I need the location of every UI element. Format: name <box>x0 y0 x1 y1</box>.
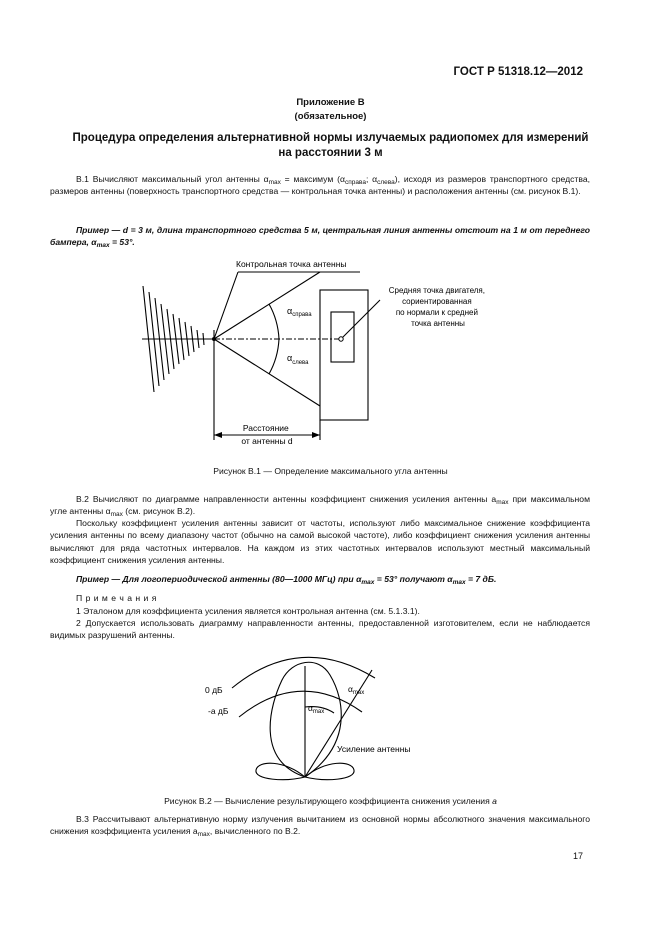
label-reference-point: Контрольная точка антенны <box>236 259 347 269</box>
main-lobe <box>270 662 341 777</box>
note-2: 2 Допускается использовать диаграмму направленности антенны, предоставленной изготовителем, если не наблюдается видимых разрушений антенны. <box>50 618 590 641</box>
label-alpha-right: $\alpha_{справа}$ <box>287 306 312 318</box>
vehicle-outline <box>320 290 368 420</box>
label-alpha-max-upper: $\alpha_{max}$ <box>348 684 365 696</box>
section-title-line1: Процедура определения альтернативной нормы излучаемых радиопомех для измерений <box>72 132 589 144</box>
alpha-left-arc <box>269 339 279 374</box>
arc-0db <box>232 657 375 688</box>
section-title-line2: на расстоянии 3 м <box>278 147 383 159</box>
label-engine-point: Средняя точка двигателя, сориентированная по нормали к средней точка антенны <box>388 286 485 328</box>
label-alpha-left: $\alpha_{слева}$ <box>287 353 309 366</box>
figure-b1 <box>0 252 661 452</box>
notes-title: П р и м е ч а н и я <box>76 593 157 603</box>
figure-b1-caption: Рисунок В.1 — Определение максимального угла антенны <box>213 466 448 476</box>
label-minus-a-db: -a дБ <box>208 706 229 716</box>
note-1: 1 Эталоном для коэффициента усиления является контрольная антенна (см. 5.1.3.1). <box>76 606 420 616</box>
arc-minus-a-db <box>239 691 362 717</box>
label-alpha-max-lower: $\alpha_{max}$ <box>308 703 325 715</box>
paragraph-b2-continued: Поскольку коэффициент усиления антенны зависит от частоты, используют либо максимальное снижение коэффициента усиления антенны по всему диапазону частот (обычно на самой высокой частоте), либо коэффициент снижения усиления антенны вычисляют для ряда частотных интервалов. На каждом из этих частотных интервалов используют местный максимальный коэффициент снижения усиления антенны. <box>50 518 590 566</box>
paragraph-b3: В.3 Рассчитывают альтернативную норму излучения вычитанием из основной нормы абсолютного значения максимального снижения коэффициента усиления $a_{max}$, вычисленного по В.2. <box>50 814 590 839</box>
page-number: 17 <box>572 851 583 861</box>
example-1: Пример — d = 3 м, длина транспортного средства 5 м, центральная линия антенны отстоит на 1 м от переднего бампера, $\alpha_{max} = 53^\circ$. <box>50 225 590 250</box>
example-2: Пример — Для логопериодической антенны (80—1000 МГц) при $\alpha_{max} = 53^\circ$ получают $\alpha_{max} = 7$ дБ. <box>76 574 497 586</box>
appendix-title: Приложение В <box>296 97 365 108</box>
paragraph-b1: В.1 Вычисляют максимальный угол антенны $\alpha_{max}$ = максимум ($\alpha_{справа}$; $\alpha_{слева}$), исходя из размеров транспортного средства, размеров антенны (поверхность транспортного средства — контрольная точка антенны) и расположения антенны (см. рисунок В.1). <box>50 174 590 197</box>
appendix-status: (обязательное) <box>294 111 367 122</box>
angle-line <box>305 670 372 777</box>
appendix-heading <box>50 96 611 124</box>
label-antenna-gain: Усиление антенны <box>337 744 411 754</box>
side-lobe-left <box>256 763 305 779</box>
label-0db: 0 дБ <box>205 685 223 695</box>
paragraph-b2: В.2 Вычисляют по диаграмме направленности антенны коэффициент снижения усиления антенны $a_{max}$ при максимальном угле антенны $\alpha_{max}$ (см. рисунок В.2). <box>50 494 590 519</box>
document-header: ГОСТ Р 51318.12—2012 <box>453 66 583 78</box>
line-to-bottom-corner <box>214 339 320 406</box>
figure-b2 <box>0 648 661 788</box>
line-to-top-corner <box>214 272 320 339</box>
log-periodic-antenna <box>142 286 214 392</box>
label-distance: Расстояние от антенны d <box>241 423 293 446</box>
section-title <box>50 131 611 161</box>
figure-b2-caption: Рисунок В.2 — Вычисление результирующего коэффициента снижения усиления a <box>164 796 497 806</box>
alpha-right-arc <box>269 304 279 339</box>
